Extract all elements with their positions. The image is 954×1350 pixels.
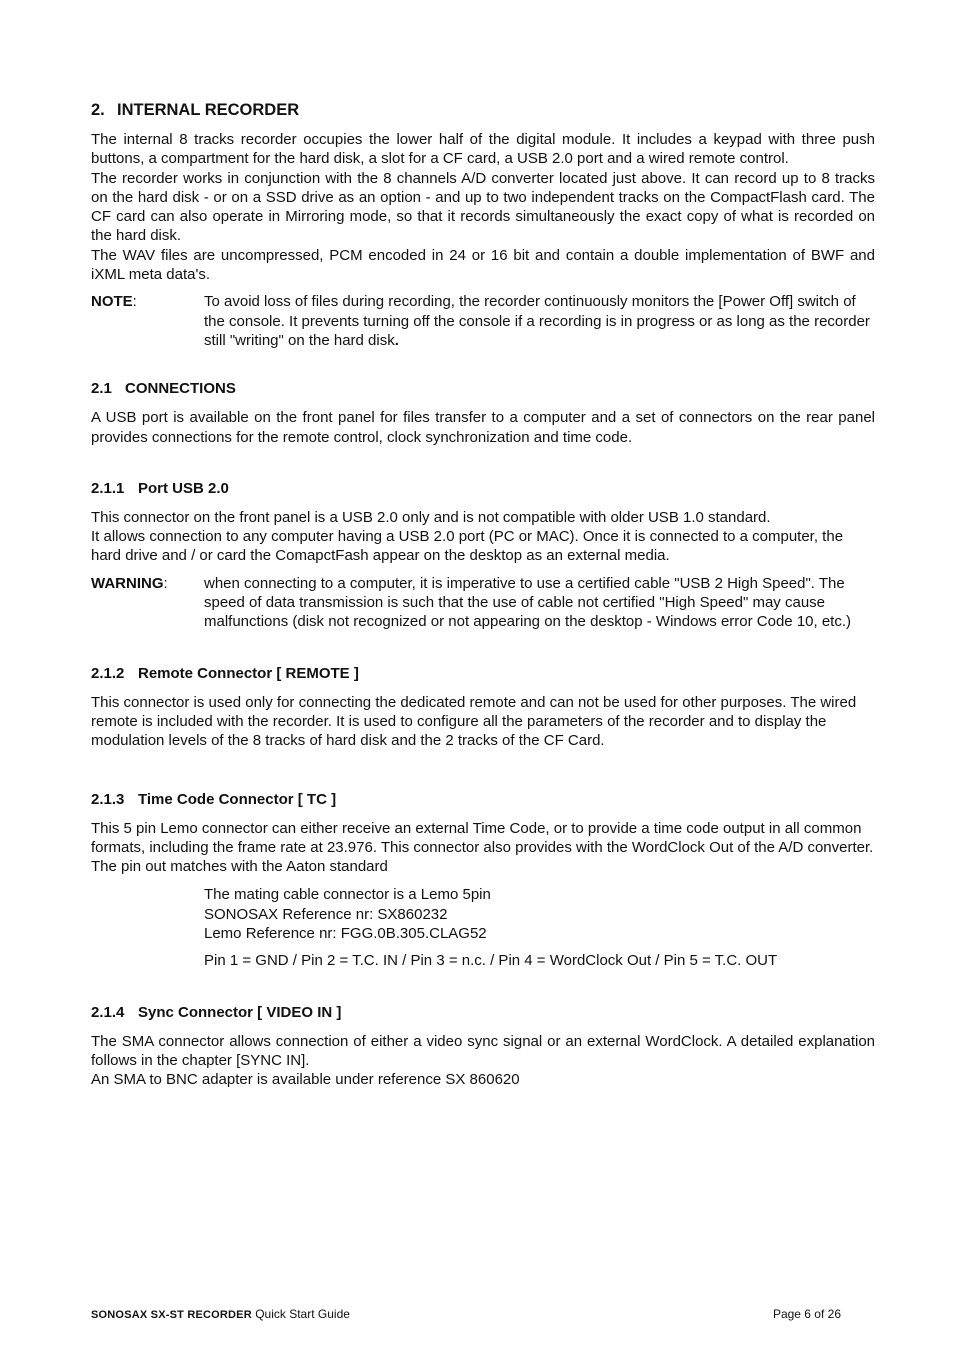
connector-info-line: The mating cable connector is a Lemo 5pin <box>204 886 491 904</box>
section-2-1-2-heading <box>91 664 875 683</box>
paragraph: This connector on the front panel is a USB 2.0 only and is not compatible with older USB 1.0 standard. <box>91 508 771 526</box>
section-2-1-heading <box>91 379 875 398</box>
footer-brand: SONOSAX SX-ST RECORDER <box>91 1309 252 1321</box>
section-number: 2.1.3 <box>91 790 125 808</box>
note-block <box>91 292 875 350</box>
section-number: 2.1.2 <box>91 664 125 682</box>
note-label: NOTE: <box>91 293 137 311</box>
paragraph: An SMA to BNC adapter is available under reference SX 860620 <box>91 1071 520 1089</box>
footer-left <box>91 1306 350 1323</box>
paragraph: It allows connection to any computer having a USB 2.0 port (PC or MAC). Once it is connected to a computer, the hard drive and / or card the ComapctFash appear on the desktop as an external media. <box>91 528 844 565</box>
section-2-1-4-heading <box>91 1003 875 1022</box>
section-title: CONNECTIONS <box>125 380 236 398</box>
footer-guide: Quick Start Guide <box>251 1307 350 1321</box>
section-title: Time Code Connector [ TC ] <box>138 790 337 808</box>
document-body <box>91 100 875 1090</box>
paragraph: The recorder works in conjunction with the 8 channels A/D converter located just above. It can record up to 8 tracks on the hard disk - or on a SSD drive as an option - and up to two independent tracks on the CompactFlash card. The CF card can also operate in Mirroring mode, so that it records simultaneously the exact copy of what is recorded on the hard disk. <box>91 169 875 245</box>
pinout-line: Pin 1 = GND / Pin 2 = T.C. IN / Pin 3 = n.c. / Pin 4 = WordClock Out / Pin 5 = T.C. OUT <box>204 952 778 970</box>
section-number: 2.1 <box>91 380 112 398</box>
section-title: INTERNAL RECORDER <box>117 101 300 119</box>
paragraph: The SMA connector allows connection of either a video sync signal or an external WordClock. A detailed explanation follows in the chapter [SYNC IN]. <box>91 1032 875 1069</box>
section-2-1-3-heading <box>91 790 875 809</box>
section-2-1-1-heading <box>91 479 875 498</box>
page-number: Page 6 of 26 <box>772 1307 841 1321</box>
section-title: Remote Connector [ REMOTE ] <box>138 664 359 682</box>
paragraph: This 5 pin Lemo connector can either receive an external Time Code, or to provide a time code output in all common formats, including the frame rate at 23.976. This connector also provides with the WordClock Out of the A/D converter. The pin out matches with the Aaton standard <box>91 819 874 876</box>
paragraph: The internal 8 tracks recorder occupies the lower half of the digital module. It includes a keypad with three push buttons, a compartment for the hard disk, a slot for a CF card, a USB 2.0 port and a wired remote control. <box>91 131 875 168</box>
paragraph: A USB port is available on the front panel for files transfer to a computer and a set of connectors on the rear panel provides connections for the remote control, clock synchronization and time code. <box>91 409 875 446</box>
connector-info-line: Lemo Reference nr: FGG.0B.305.CLAG52 <box>204 925 487 943</box>
section-number: 2.1.4 <box>91 1003 125 1021</box>
page-footer <box>91 1306 841 1323</box>
warning-text: when connecting to a computer, it is imperative to use a certified cable "USB 2 High Speed". The speed of data transmission is such that the use of cable not certified "High Speed" may cause malfunctions (disk not recognized or not appearing on the desktop - Windows error Code 10, etc.) <box>204 574 852 631</box>
section-2-heading <box>91 100 875 120</box>
note-text: To avoid loss of files during recording, the recorder continuously monitors the [Power Off] switch of the console. It prevents turning off the console if a recording is in progress or as long as the recorder still "writing" on the hard disk. <box>204 293 870 349</box>
section-number: 2.1.1 <box>91 479 125 497</box>
section-number: 2. <box>91 101 105 119</box>
section-title: Sync Connector [ VIDEO IN ] <box>138 1003 342 1021</box>
warning-label: WARNING: <box>91 574 168 592</box>
section-title: Port USB 2.0 <box>138 479 229 497</box>
paragraph: The WAV files are uncompressed, PCM encoded in 24 or 16 bit and contain a double implementation of BWF and iXML meta data's. <box>91 246 875 284</box>
connector-info-line: SONOSAX Reference nr: SX860232 <box>204 905 448 923</box>
warning-block <box>91 574 875 632</box>
paragraph: This connector is used only for connecting the dedicated remote and can not be used for other purposes. The wired remote is included with the recorder. It is used to configure all the parameters of the recorder and to display the modulation levels of the 8 tracks of hard disk and the 2 tracks of the CF Card. <box>91 693 857 750</box>
